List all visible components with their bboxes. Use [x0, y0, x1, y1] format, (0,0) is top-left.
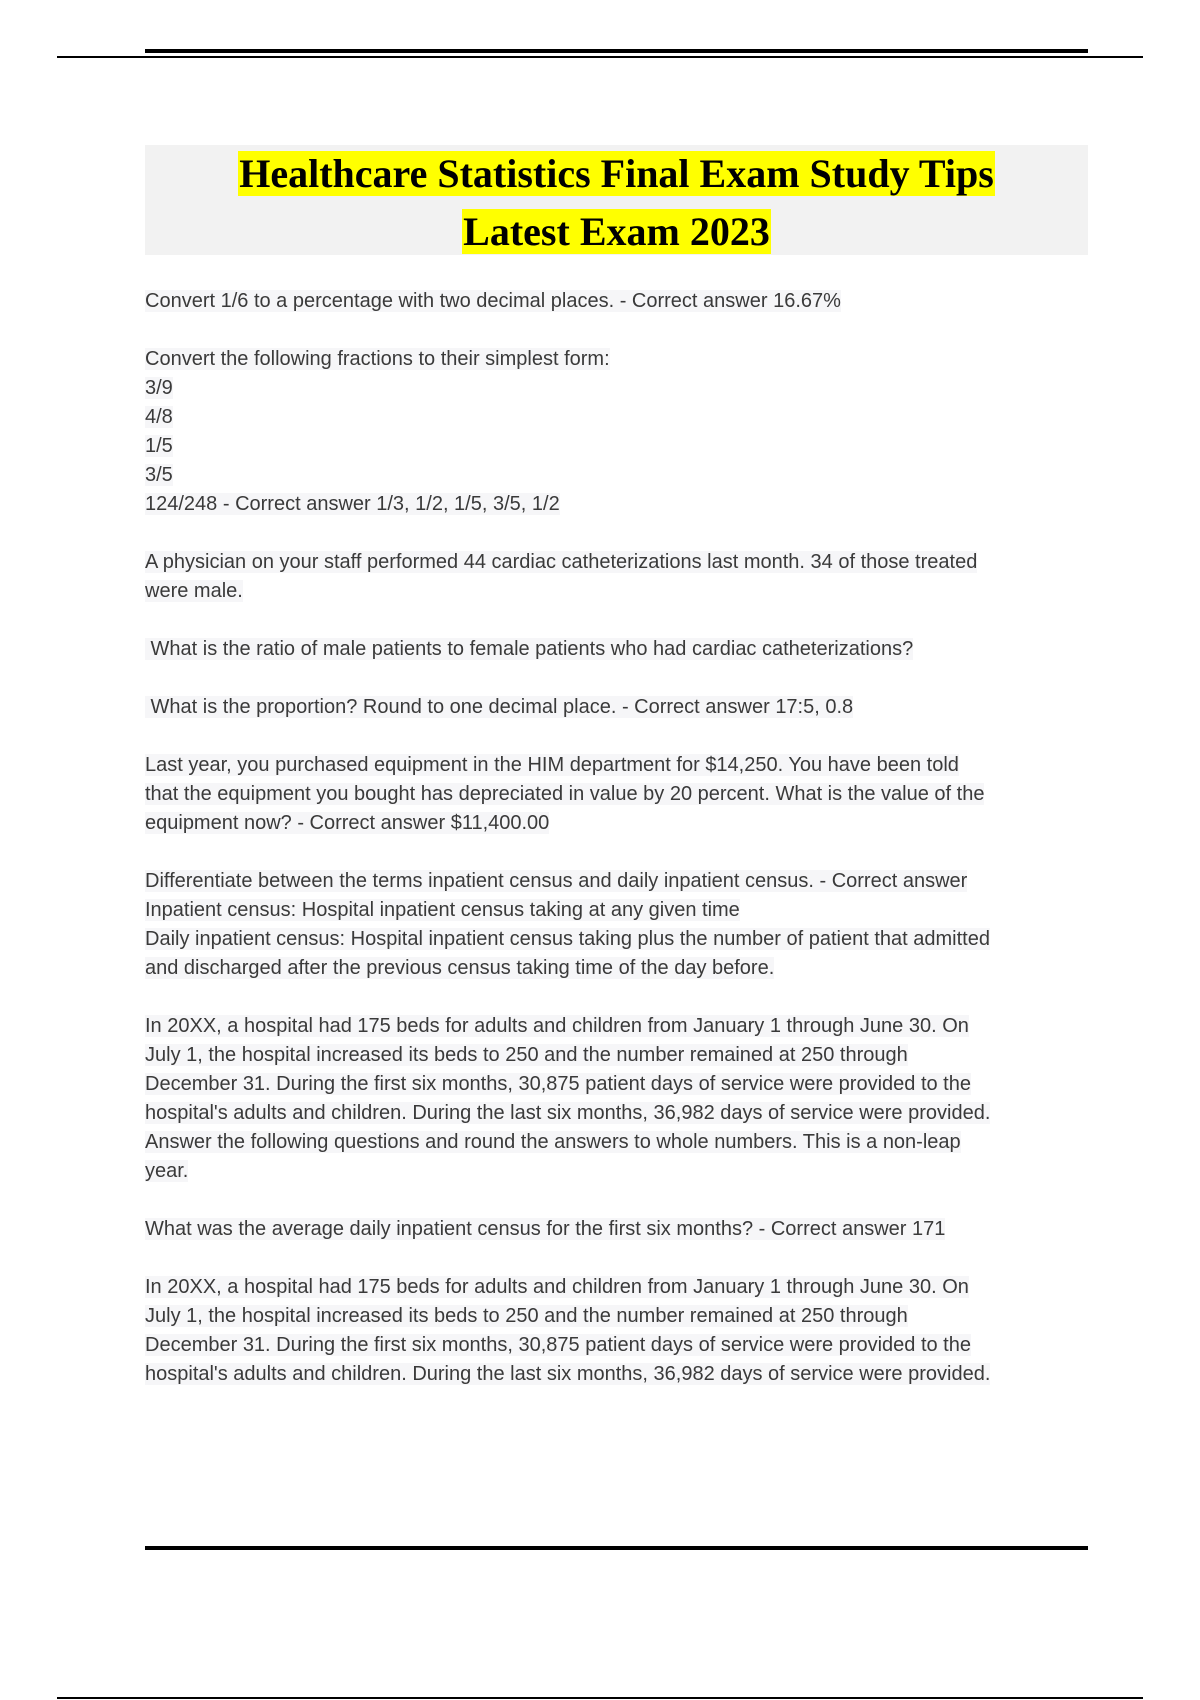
text-line: were male. [145, 580, 243, 602]
text-line: In 20XX, a hospital had 175 beds for adults and children from January 1 through June 30. On [145, 1015, 969, 1037]
text-line: December 31. During the first six months, 30,875 patient days of service were provided to the [145, 1073, 971, 1095]
footer-rule [145, 1546, 1088, 1550]
qa-paragraph [145, 635, 1090, 664]
page-top-rule [57, 56, 1143, 58]
text-line: December 31. During the first six months, 30,875 patient days of service were provided to the [145, 1334, 971, 1356]
qa-paragraph [145, 1215, 1090, 1244]
text-line: hospital's adults and children. During the last six months, 36,982 days of service were provided. [145, 1102, 991, 1124]
qa-paragraph [145, 287, 1090, 316]
text-line: Differentiate between the terms inpatient census and daily inpatient census. - Correct answer [145, 870, 968, 892]
text-line: 3/9 [145, 377, 173, 399]
document-title [145, 145, 1088, 255]
text-line: What was the average daily inpatient census for the first six months? - Correct answer 171 [145, 1218, 946, 1240]
qa-paragraph [145, 751, 1090, 838]
qa-paragraph [145, 1273, 1090, 1389]
text-line: 4/8 [145, 406, 173, 428]
qa-paragraph [145, 693, 1090, 722]
text-line: Daily inpatient census: Hospital inpatient census taking plus the number of patient that admitted [145, 928, 990, 950]
text-line: equipment now? - Correct answer $11,400.00 [145, 812, 550, 834]
text-line: What is the proportion? Round to one decimal place. - Correct answer 17:5, 0.8 [145, 696, 854, 718]
text-line: 3/5 [145, 464, 173, 486]
text-line: 1/5 [145, 435, 173, 457]
text-line: July 1, the hospital increased its beds to 250 and the number remained at 250 through [145, 1305, 908, 1327]
text-line: What is the ratio of male patients to female patients who had cardiac catheterizations? [145, 638, 914, 660]
text-line: Answer the following questions and round the answers to whole numbers. This is a non-leap [145, 1131, 961, 1153]
text-line: and discharged after the previous census taking time of the day before. [145, 957, 775, 979]
text-line: Inpatient census: Hospital inpatient census taking at any given time [145, 899, 740, 921]
qa-paragraph [145, 1012, 1090, 1186]
text-line: 124/248 - Correct answer 1/3, 1/2, 1/5, 3/5, 1/2 [145, 493, 560, 515]
text-line: year. [145, 1160, 189, 1182]
text-line: hospital's adults and children. During the last six months, 36,982 days of service were provided. [145, 1363, 991, 1385]
text-line: Last year, you purchased equipment in the HIM department for $14,250. You have been told [145, 754, 959, 776]
text-line: Convert 1/6 to a percentage with two decimal places. - Correct answer 16.67% [145, 290, 841, 312]
qa-paragraph [145, 345, 1090, 519]
document-body [145, 287, 1090, 1418]
text-line: In 20XX, a hospital had 175 beds for adults and children from January 1 through June 30. On [145, 1276, 969, 1298]
text-line: A physician on your staff performed 44 cardiac catheterizations last month. 34 of those treated [145, 551, 978, 573]
text-line: July 1, the hospital increased its beds to 250 and the number remained at 250 through [145, 1044, 908, 1066]
page-bottom-rule [57, 1697, 1143, 1699]
qa-paragraph [145, 548, 1090, 606]
qa-paragraph [145, 867, 1090, 983]
header-rule [145, 49, 1088, 53]
title-line-1: Healthcare Statistics Final Exam Study Tips [239, 151, 994, 196]
title-line-2: Latest Exam 2023 [463, 209, 770, 254]
text-line: that the equipment you bought has depreciated in value by 20 percent. What is the value of the [145, 783, 985, 805]
text-line: Convert the following fractions to their simplest form: [145, 348, 610, 370]
